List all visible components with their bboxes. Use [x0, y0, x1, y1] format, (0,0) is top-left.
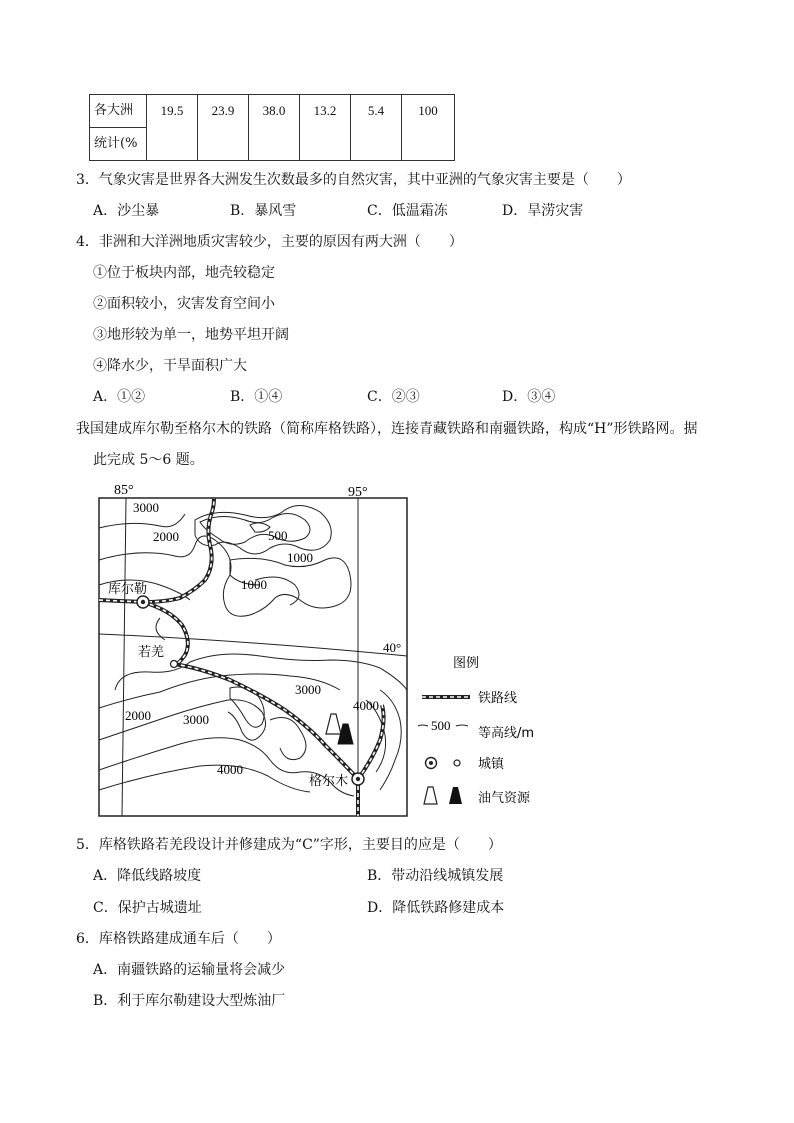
q4-option-d[interactable]: D．③④ [502, 389, 556, 405]
oil-resource-icons [326, 714, 353, 744]
city-ruoqiang-marker [171, 661, 178, 668]
table-cell: 23.9 [198, 95, 249, 161]
contour-label: 3000 [295, 682, 321, 697]
q5-option-d[interactable]: D．降低铁路修建成本 [367, 900, 505, 916]
legend-town-icon [454, 760, 460, 766]
longitude-85-line [122, 498, 126, 816]
q4-statement-4: ④降水少，干旱面积广大 [93, 358, 247, 374]
q3-option-d[interactable]: D．旱涝灾害 [502, 203, 584, 219]
contour-label: 3000 [183, 712, 209, 727]
latitude-40-label: 40° [383, 640, 402, 655]
passage-line-1: 我国建成库尔勒至格尔木的铁路（简称库格铁路），连接青藏铁路和南疆铁路，构成“H”形铁路网。据 [76, 421, 698, 437]
legend-town-label: 城镇 [478, 757, 505, 772]
legend-railway-label: 铁路线 [478, 691, 518, 706]
city-korla-marker [137, 596, 149, 608]
legend-contour-icon [418, 725, 428, 726]
question-3-stem: 3．气象灾害是世界各大洲发生次数最多的自然灾害，其中亚洲的气象灾害主要是（ ） [76, 172, 631, 188]
contour-label: 1000 [287, 550, 313, 565]
table-cell: 38.0 [249, 95, 300, 161]
q4-option-c[interactable]: C．②③ [367, 389, 420, 405]
q3-option-a[interactable]: A．沙尘暴 [93, 203, 160, 219]
gas-resource-filled-icon [338, 724, 353, 744]
passage-line-2: 此完成 5～6 题。 [93, 452, 204, 468]
city-ruoqiang-label: 若羌 [138, 644, 165, 659]
table-cell: 100 [402, 95, 455, 161]
q3-option-b[interactable]: B．暴风雪 [230, 203, 297, 219]
contour-label: 3000 [133, 500, 159, 515]
legend-contour-icon-tail [456, 725, 468, 726]
q5-option-b[interactable]: B．带动沿线城镇发展 [367, 868, 504, 884]
contour-line [115, 654, 407, 690]
contour-label: 4000 [217, 762, 243, 777]
legend-contour-value: 500 [431, 718, 451, 733]
legend-title: 图例 [453, 656, 480, 671]
contour-line [195, 505, 331, 554]
table-header-bottom: 统计(% [94, 136, 138, 151]
legend-contour-label: 等高线/m [478, 726, 535, 741]
city-golmud-label: 格尔木 [309, 773, 349, 788]
legend-oil-outline-icon [424, 787, 437, 804]
table-header-top: 各大洲 [94, 103, 134, 118]
longitude-85-label: 85° [114, 483, 134, 498]
oil-resource-outline-icon [326, 714, 341, 734]
city-golmud-marker [352, 773, 364, 785]
table-header-cell [90, 128, 147, 161]
longitude-95-label: 95° [348, 485, 368, 500]
table-cell: 5.4 [351, 95, 402, 161]
legend-oil-filled-icon [449, 787, 462, 804]
q5-option-c[interactable]: C．保护古城遗址 [93, 900, 202, 916]
contour-label: 2000 [125, 708, 151, 723]
contour-line [200, 513, 310, 544]
contour-label: 2000 [153, 529, 179, 544]
table-header-cell [90, 95, 147, 128]
legend-oil-label: 油气资源 [478, 791, 531, 806]
question-6-stem: 6．库格铁路建成通车后（ ） [76, 931, 281, 947]
contour-label: 1000 [241, 577, 267, 592]
question-4-stem: 4．非洲和大洋洲地质灾害较少，主要的原因有两大洲（ ） [76, 234, 463, 250]
contour-line [99, 514, 185, 528]
q6-option-b[interactable]: B．利于库尔勒建设大型炼油厂 [93, 993, 286, 1009]
table-cell: 19.5 [147, 95, 198, 161]
map-legend [410, 650, 570, 810]
q3-option-c[interactable]: C．低温霜冻 [367, 203, 448, 219]
city-korla-label: 库尔勒 [108, 581, 148, 596]
contour-line [99, 536, 260, 585]
contour-line [250, 523, 270, 532]
contour-label: 500 [268, 528, 288, 543]
q4-statement-3: ③地形较为单一，地势平坦开阔 [93, 327, 289, 343]
q4-option-a[interactable]: A．①② [93, 389, 146, 405]
q5-option-a[interactable]: A．降低线路坡度 [93, 868, 202, 884]
statistics-table [89, 94, 455, 161]
contour-line [99, 765, 310, 792]
railway-line-inner [358, 705, 384, 779]
legend-city-icon [426, 758, 437, 769]
q4-statement-2: ②面积较小，灾害发育空间小 [93, 296, 275, 312]
table-row [90, 95, 455, 128]
table-cell: 13.2 [300, 95, 351, 161]
q4-option-b[interactable]: B．①④ [230, 389, 283, 405]
question-5-stem: 5．库格铁路若羌段设计并修建成为“C”字形，主要目的应是（ ） [76, 837, 502, 853]
q6-option-a[interactable]: A．南疆铁路的运输量将会减少 [93, 962, 286, 978]
q4-statement-1: ①位于板块内部，地壳较稳定 [93, 265, 275, 281]
contour-label: 4000 [353, 698, 379, 713]
